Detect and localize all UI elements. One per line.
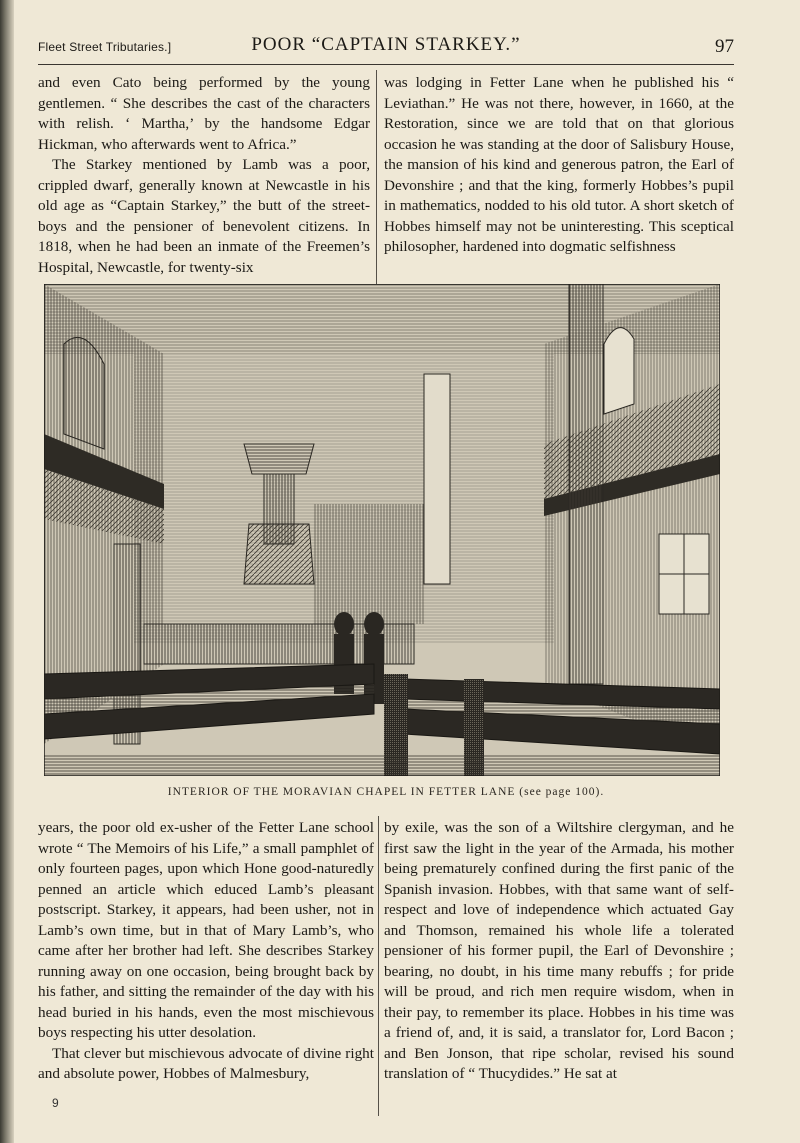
column-bottom-right [384, 818, 734, 1085]
paragraph: That clever but mischievous advocate of divine right and absolute power, Hobbes of Malmesbury, [38, 1044, 374, 1082]
illustration-caption: INTERIOR OF THE MORAVIAN CHAPEL IN FETTER LANE (see page 100). [167, 786, 605, 798]
column-divider [376, 70, 377, 284]
header-rule [38, 64, 734, 65]
paragraph: and even Cato being performed by the young gentlemen. “ She describes the cast of the characters with relish. ‘ Martha,’ by the handsome Edgar Hickman, who afterwards went to Africa.” [38, 74, 370, 153]
paragraph: by exile, was the son of a Wiltshire clergyman, and he first saw the light in the year of the Armada, his mother being prematurely confined during the first panic of the Spanish invasion. Hobbes, with that same want of self-respect and love of independence which actuated Gay and Thomson, remained his whole life a tolerated pensioner of his former pupil, the Earl of Devonshire ; bearing, no doubt, in his time many rebuffs ; for pride will be proud, and rich men require wisdom, when in their pay, to remember its place. Hobbes in his time was a friend of, and, it is said, a translator for, Lord Bacon ; and Ben Jonson, that ripe scholar, revised his sound translation of “ Thucydides.” He sat at [384, 819, 734, 1082]
page-header [38, 34, 734, 60]
signature-mark: 9 [52, 1096, 59, 1110]
running-head: Fleet Street Tributaries.] [38, 40, 172, 54]
column-top-right [384, 73, 734, 258]
page-title: POOR “CAPTAIN STARKEY.” [251, 34, 521, 55]
chapel-engraving [44, 284, 720, 776]
page-number: 97 [715, 36, 734, 57]
chapel-interior-illustration [44, 284, 720, 776]
column-divider [378, 816, 379, 1116]
paragraph: years, the poor old ex-usher of the Fetter Lane school wrote “ The Memoirs of his Life,” a small pamphlet of only fourteen pages, upon which Hone good-naturedly penned an article which educed Lamb’s pleasant postscript. Starkey, it appears, had been usher, not in Lamb’s own time, but in that of Mary Lamb’s, who came after her brother had left. She describes Starkey running away on one occasion, being brought back by his father, and sitting the remainder of the day with his head buried in his hands, even the most mischievous boys respecting his utter desolation. [38, 819, 374, 1041]
paragraph: The Starkey mentioned by Lamb was a poor, crippled dwarf, generally known at Newcastle in his old age as “Captain Starkey,” the butt of the street-boys and the pensioner of benevolent citizens. In 1818, when he had been an inmate of the Freemen’s Hospital, Newcastle, for twenty-six [38, 156, 370, 276]
page-edge-shadow [0, 0, 14, 1143]
paragraph: was lodging in Fetter Lane when he published his “ Leviathan.” He was not there, however, in 1660, at the Restoration, since we are told that on that glorious occasion he was standing at the door of Salisbury House, the mansion of his kind and generous patron, the Earl of Devonshire ; and that the king, formerly Hobbes’s pupil in mathematics, nodded to his old tutor. A short sketch of Hobbes himself may not be uninteresting. This sceptical philosopher, hardened into dogmatic selfishness [384, 74, 734, 255]
column-top-left [38, 73, 370, 278]
column-bottom-left [38, 818, 374, 1085]
